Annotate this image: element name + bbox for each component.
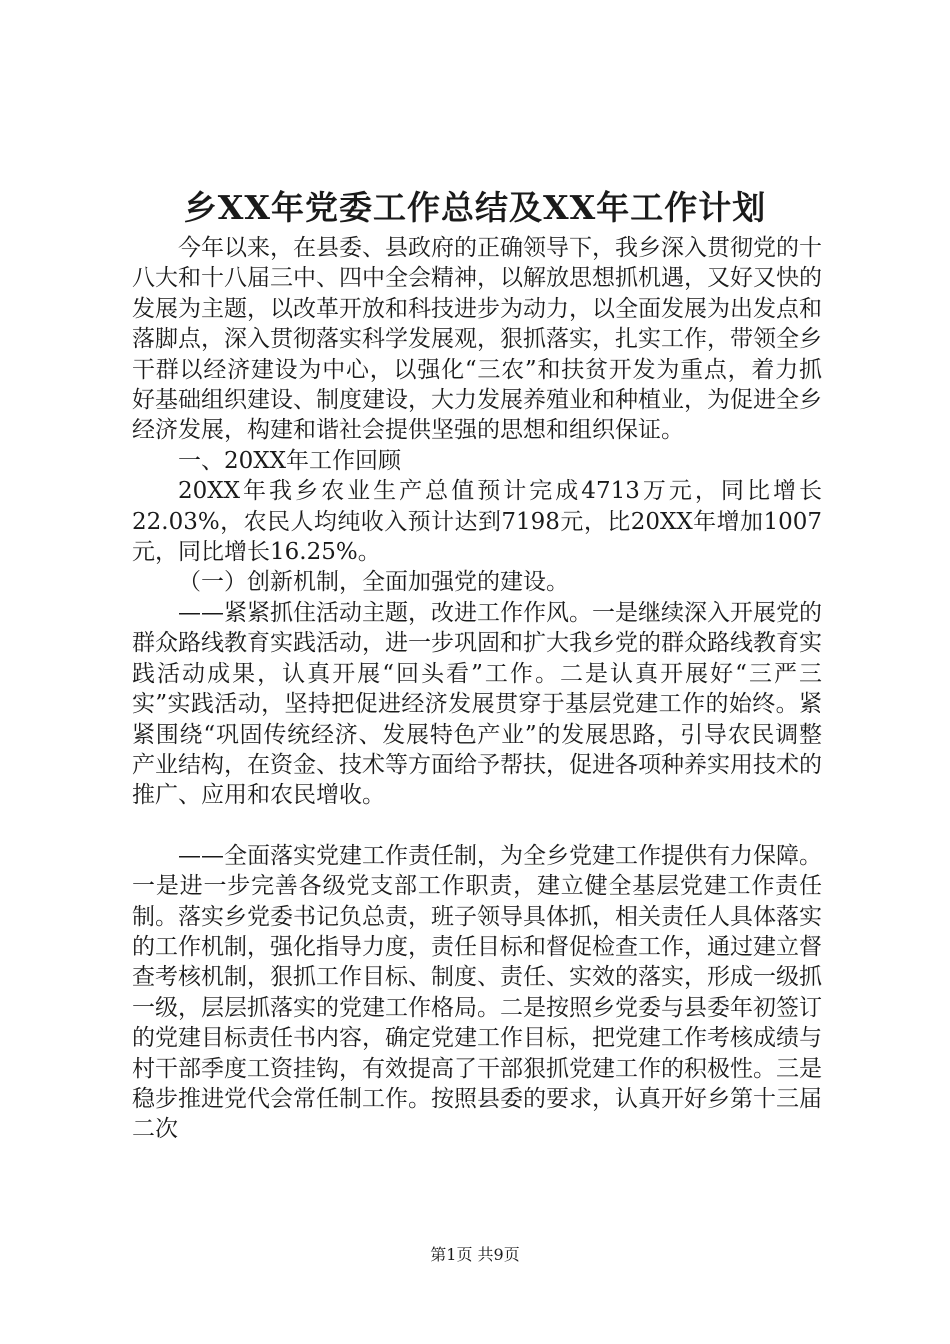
paragraph-intro: 今年以来，在县委、县政府的正确领导下，我乡深入贯彻党的十八大和十八届三中、四中全会精神，以解放思想抓机遇，又好又快的发展为主题，以改革开放和科技进步为动力，以全面发展为出发点和落脚点，深入贯彻落实科学发展观，狠抓落实，扎实工作，带领全乡干群以经济建设为中心，以强化“三农”和扶贫开发为重点，着力抓好基础组织建设、制度建设，大力发展养殖业和种植业，为促进全乡经济发展，构建和谐社会提供坚强的思想和组织保证。 bbox=[132, 235, 822, 444]
document-body bbox=[132, 233, 822, 1145]
subsection-heading-party-building: （一）创新机制，全面加强党的建设。 bbox=[178, 569, 569, 596]
section-heading-review: 一、20XX年工作回顾 bbox=[178, 447, 402, 474]
paragraph-statistics: 20XX年我乡农业生产总值预计完成4713万元，同比增长22.03%，农民人均纯收入预计达到7198元，比20XX年增加1007元，同比增长16.25%。 bbox=[132, 478, 822, 566]
paragraph-work-style: ——紧紧抓住活动主题，改进工作作风。一是继续深入开展党的群众路线教育实践活动，进一步巩固和扩大我乡党的群众路线教育实践活动成果，认真开展“回头看”工作。二是认真开展好“三严三实”实践活动，坚持把促进经济发展贯穿于基层党建工作的始终。紧紧围绕“巩固传统经济、发展特色产业”的发展思路，引导农民调整产业结构，在资金、技术等方面给予帮扶，促进各项种养实用技术的推广、应用和农民增收。 bbox=[132, 599, 822, 809]
page-footer: 第1页 共9页 bbox=[430, 1245, 520, 1264]
document-title: 乡XX年党委工作总结及XX年工作计划 bbox=[183, 188, 767, 227]
paragraph-responsibility-system: ——全面落实党建工作责任制，为全乡党建工作提供有力保障。一是进一步完善各级党支部工作职责，建立健全基层党建工作责任制。落实乡党委书记负总责，班子领导具体抓，相关责任人具体落实的工作机制，强化指导力度，责任目标和督促检查工作，通过建立督查考核机制，狠抓工作目标、制度、责任、实效的落实，形成一级抓一级，层层抓落实的党建工作格局。二是按照乡党委与县委年初签订的党建目标责任书内容，确定党建工作目标，把党建工作考核成绩与村干部季度工资挂钩，有效提高了干部狠抓党建工作的积极性。三是稳步推进党代会常任制工作。按照县委的要求，认真开好乡第十三届二次 bbox=[132, 842, 822, 1143]
